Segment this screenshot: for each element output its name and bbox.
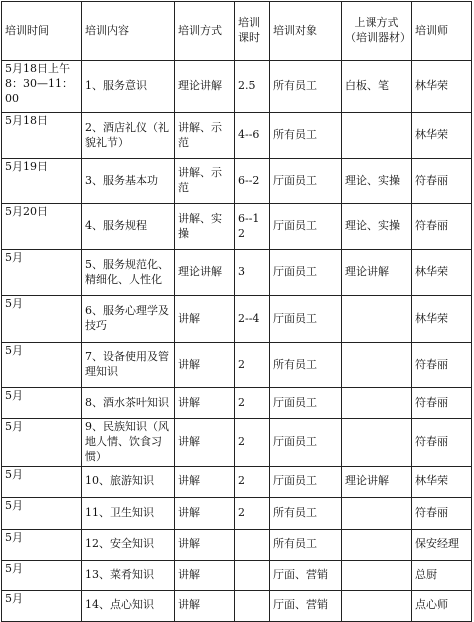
cell-method: 讲解 [175, 419, 235, 467]
cell-content: 5、服务规范化、精细化、人性化 [82, 250, 175, 296]
cell-content: 4、服务规程 [82, 204, 175, 250]
cell-trainer: 符春丽 [412, 497, 472, 529]
cell-trainer: 林华荣 [412, 61, 472, 113]
cell-content: 7、设备使用及管理知识 [82, 343, 175, 388]
cell-audience: 厅面员工 [270, 159, 342, 204]
cell-trainer: 符春丽 [412, 204, 472, 250]
cell-content: 10、旅游知识 [82, 466, 175, 497]
table-row [2, 497, 472, 529]
cell-time: 5月 [2, 560, 82, 590]
header-row [2, 2, 472, 61]
cell-content: 8、酒水茶叶知识 [82, 388, 175, 419]
table-row [2, 590, 472, 621]
cell-trainer: 符春丽 [412, 343, 472, 388]
cell-trainer: 符春丽 [412, 419, 472, 467]
cell-trainer: 林华荣 [412, 466, 472, 497]
cell-hours: 6--12 [235, 204, 270, 250]
header-training-time: 培训时间 [2, 2, 82, 61]
cell-equipment [342, 388, 412, 419]
cell-method: 讲解 [175, 296, 235, 343]
header-training-content: 培训内容 [82, 2, 175, 61]
cell-audience: 厅面、营销 [270, 560, 342, 590]
cell-time: 5月 [2, 296, 82, 343]
cell-equipment [342, 296, 412, 343]
table-row [2, 560, 472, 590]
cell-audience: 厅面员工 [270, 388, 342, 419]
cell-audience: 厅面员工 [270, 466, 342, 497]
cell-method: 讲解 [175, 343, 235, 388]
table-row [2, 159, 472, 204]
cell-time: 5月 [2, 590, 82, 621]
cell-time: 5月 [2, 388, 82, 419]
cell-audience: 所有员工 [270, 61, 342, 113]
cell-content: 9、民族知识（风地人情、饮食习惯） [82, 419, 175, 467]
cell-audience: 所有员工 [270, 113, 342, 159]
cell-time: 5月19日 [2, 159, 82, 204]
cell-hours [235, 590, 270, 621]
cell-method: 讲解 [175, 590, 235, 621]
cell-equipment [342, 497, 412, 529]
cell-method: 讲解 [175, 466, 235, 497]
cell-method: 讲解 [175, 529, 235, 560]
cell-trainer: 林华荣 [412, 296, 472, 343]
cell-audience: 所有员工 [270, 529, 342, 560]
cell-trainer: 林华荣 [412, 113, 472, 159]
cell-equipment: 白板、笔 [342, 61, 412, 113]
table-row [2, 466, 472, 497]
cell-equipment [342, 560, 412, 590]
cell-hours [235, 560, 270, 590]
cell-hours: 2 [235, 388, 270, 419]
cell-content: 11、卫生知识 [82, 497, 175, 529]
cell-equipment [342, 529, 412, 560]
table-row [2, 343, 472, 388]
cell-equipment: 理论讲解 [342, 250, 412, 296]
table-row [2, 296, 472, 343]
cell-method: 理论讲解 [175, 250, 235, 296]
cell-content: 3、服务基本功 [82, 159, 175, 204]
training-schedule-table [1, 1, 472, 622]
cell-method: 讲解 [175, 388, 235, 419]
cell-hours: 3 [235, 250, 270, 296]
cell-method: 讲解、实操 [175, 204, 235, 250]
cell-content: 6、服务心理学及技巧 [82, 296, 175, 343]
cell-equipment: 理论、实操 [342, 159, 412, 204]
cell-time: 5月20日 [2, 204, 82, 250]
cell-equipment [342, 590, 412, 621]
cell-time: 5月 [2, 419, 82, 467]
header-training-audience: 培训对象 [270, 2, 342, 61]
header-class-equipment: 上课方式（培训器材） [342, 2, 412, 61]
cell-audience: 所有员工 [270, 343, 342, 388]
cell-hours: 2 [235, 419, 270, 467]
cell-content: 14、点心知识 [82, 590, 175, 621]
cell-equipment: 理论、实操 [342, 204, 412, 250]
cell-time: 5月18日上午 8：30—11：00 [2, 61, 82, 113]
cell-audience: 厅面员工 [270, 419, 342, 467]
table-row [2, 113, 472, 159]
cell-content: 13、菜肴知识 [82, 560, 175, 590]
cell-time: 5月 [2, 466, 82, 497]
cell-hours: 2 [235, 497, 270, 529]
cell-equipment [342, 343, 412, 388]
cell-hours: 4--6 [235, 113, 270, 159]
cell-hours: 2--4 [235, 296, 270, 343]
cell-trainer: 符春丽 [412, 159, 472, 204]
table-row [2, 388, 472, 419]
header-training-method: 培训方式 [175, 2, 235, 61]
cell-audience: 所有员工 [270, 497, 342, 529]
cell-equipment [342, 419, 412, 467]
table-row [2, 529, 472, 560]
cell-method: 讲解 [175, 497, 235, 529]
cell-audience: 厅面员工 [270, 296, 342, 343]
table-row [2, 250, 472, 296]
cell-time: 5月 [2, 529, 82, 560]
header-trainer: 培训师 [412, 2, 472, 61]
cell-trainer: 林华荣 [412, 250, 472, 296]
cell-trainer: 总厨 [412, 560, 472, 590]
cell-method: 讲解、示范 [175, 113, 235, 159]
cell-hours: 2.5 [235, 61, 270, 113]
table-row [2, 419, 472, 467]
cell-equipment [342, 113, 412, 159]
cell-trainer: 符春丽 [412, 388, 472, 419]
cell-method: 讲解、示范 [175, 159, 235, 204]
cell-time: 5月 [2, 497, 82, 529]
cell-audience: 厅面员工 [270, 204, 342, 250]
cell-content: 1、服务意识 [82, 61, 175, 113]
header-training-hours: 培训课时 [235, 2, 270, 61]
cell-method: 理论讲解 [175, 61, 235, 113]
cell-hours [235, 529, 270, 560]
cell-method: 讲解 [175, 560, 235, 590]
cell-time: 5月 [2, 343, 82, 388]
cell-equipment: 理论讲解 [342, 466, 412, 497]
cell-hours: 2 [235, 466, 270, 497]
cell-hours: 6--2 [235, 159, 270, 204]
cell-trainer: 点心师 [412, 590, 472, 621]
table-row [2, 204, 472, 250]
cell-audience: 厅面、营销 [270, 590, 342, 621]
table-row [2, 61, 472, 113]
cell-trainer: 保安经理 [412, 529, 472, 560]
cell-time: 5月 [2, 250, 82, 296]
cell-content: 12、安全知识 [82, 529, 175, 560]
cell-hours: 2 [235, 343, 270, 388]
cell-time: 5月18日 [2, 113, 82, 159]
cell-audience: 厅面员工 [270, 250, 342, 296]
cell-content: 2、酒店礼仪（礼貌礼节） [82, 113, 175, 159]
